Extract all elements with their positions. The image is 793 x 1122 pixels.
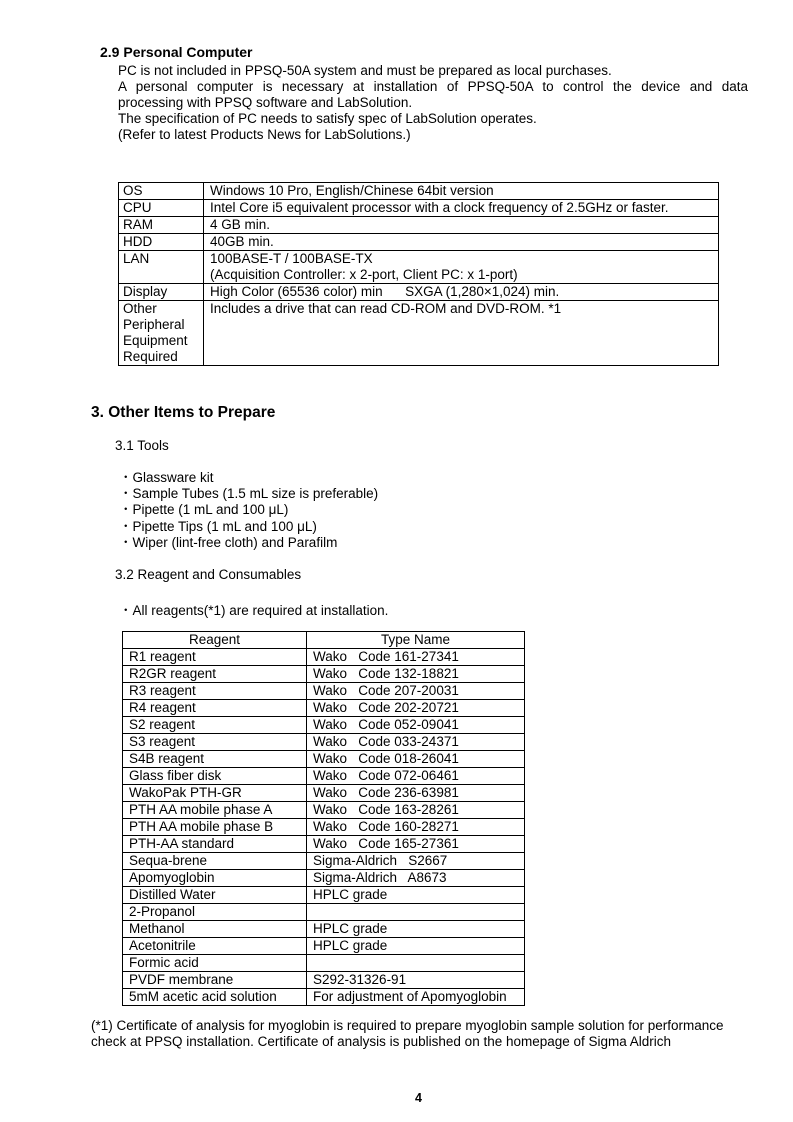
type-name-cell — [307, 904, 525, 921]
type-name-cell: Wako Code 165-27361 — [307, 836, 525, 853]
reagent-name-cell: 5mM acetic acid solution — [123, 989, 307, 1006]
list-item: ・Wiper (lint-free cloth) and Parafilm — [119, 534, 338, 550]
type-name-cell: Wako Code 207-20031 — [307, 683, 525, 700]
reagent-name-cell: R1 reagent — [123, 649, 307, 666]
table-row — [123, 649, 525, 666]
spec-value-line: (Acquisition Controller: x 2-port, Client PC: x 1-port) — [210, 267, 518, 282]
paragraph-line: The specification of PC needs to satisfy spec of LabSolution operates. — [118, 111, 537, 126]
column-header-reagent: Reagent — [123, 632, 307, 649]
spec-label: RAM — [119, 217, 204, 234]
table-row — [123, 921, 525, 938]
type-name-cell: Wako Code 033-24371 — [307, 734, 525, 751]
spec-label: CPU — [119, 200, 204, 217]
reagent-name-cell: PTH-AA standard — [123, 836, 307, 853]
reagent-name-cell: Sequa-brene — [123, 853, 307, 870]
table-row — [119, 217, 719, 234]
type-name-cell: Wako Code 132-18821 — [307, 666, 525, 683]
subsection-heading-reagents: 3.2 Reagent and Consumables — [115, 567, 302, 582]
reagent-note: ・All reagents(*1) are required at installation. — [119, 603, 389, 618]
table-row — [123, 989, 525, 1006]
tools-list — [119, 470, 378, 551]
spec-value — [204, 251, 719, 284]
table-row — [119, 200, 719, 217]
table-row — [123, 870, 525, 887]
paragraph-line: processing with PPSQ software and LabSolution. — [118, 95, 413, 110]
type-name-cell: Sigma-Aldrich A8673 — [307, 870, 525, 887]
table-row — [123, 666, 525, 683]
table-row — [123, 887, 525, 904]
type-name-cell: S292-31326-91 — [307, 972, 525, 989]
section-heading-3: 3. Other Items to Prepare — [91, 404, 276, 421]
table-row — [123, 938, 525, 955]
subsection-heading-tools: 3.1 Tools — [115, 438, 169, 453]
table-row — [123, 802, 525, 819]
table-row — [123, 683, 525, 700]
reagent-name-cell: 2-Propanol — [123, 904, 307, 921]
spec-value: Includes a drive that can read CD-ROM and DVD-ROM. *1 — [204, 301, 719, 366]
table-row — [123, 768, 525, 785]
reagent-name-cell: Apomyoglobin — [123, 870, 307, 887]
section-heading-2-9: 2.9 Personal Computer — [100, 44, 253, 60]
type-name-cell: Wako Code 072-06461 — [307, 768, 525, 785]
spec-value: 40GB min. — [204, 234, 719, 251]
pc-spec-table — [118, 182, 719, 366]
table-row — [123, 734, 525, 751]
reagent-name-cell: Acetonitrile — [123, 938, 307, 955]
reagent-name-cell: R3 reagent — [123, 683, 307, 700]
reagent-name-cell: PTH AA mobile phase B — [123, 819, 307, 836]
footnote — [91, 1018, 724, 1050]
spec-label: LAN — [119, 251, 204, 284]
paragraph-line: PC is not included in PPSQ-50A system and must be prepared as local purchases. — [118, 63, 612, 78]
table-row — [123, 955, 525, 972]
footnote-line: (*1) Certificate of analysis for myoglobin is required to prepare myoglobin sample solution for performance — [91, 1018, 724, 1033]
reagent-name-cell: S3 reagent — [123, 734, 307, 751]
spec-value-line: 100BASE-T / 100BASE-TX — [210, 251, 373, 266]
reagent-name-cell: PTH AA mobile phase A — [123, 802, 307, 819]
table-row — [123, 700, 525, 717]
type-name-cell: For adjustment of Apomyoglobin — [307, 989, 525, 1006]
reagent-name-cell: S4B reagent — [123, 751, 307, 768]
type-name-cell: Sigma-Aldrich S2667 — [307, 853, 525, 870]
type-name-cell: Wako Code 160-28271 — [307, 819, 525, 836]
table-row — [119, 284, 719, 301]
spec-label: Display — [119, 284, 204, 301]
spec-label: HDD — [119, 234, 204, 251]
section-2-9-body — [118, 63, 748, 143]
table-row — [119, 183, 719, 200]
type-name-cell: HPLC grade — [307, 938, 525, 955]
table-header-row — [123, 632, 525, 649]
reagent-name-cell: Glass fiber disk — [123, 768, 307, 785]
table-row — [123, 717, 525, 734]
list-item: ・Pipette (1 mL and 100 μL) — [119, 502, 289, 518]
list-item: ・Sample Tubes (1.5 mL size is preferable) — [119, 486, 379, 502]
table-row — [123, 853, 525, 870]
reagent-name-cell: R2GR reagent — [123, 666, 307, 683]
reagent-name-cell: S2 reagent — [123, 717, 307, 734]
type-name-cell — [307, 955, 525, 972]
spec-label: OS — [119, 183, 204, 200]
table-row — [119, 301, 719, 366]
table-row — [123, 751, 525, 768]
table-row — [123, 904, 525, 921]
list-item: ・Glassware kit — [119, 470, 214, 485]
footnote-line: check at PPSQ installation. Certificate of analysis is published on the homepage of Sigma Aldrich — [91, 1034, 672, 1049]
list-item: ・Pipette Tips (1 mL and 100 μL) — [119, 518, 317, 534]
table-row — [123, 836, 525, 853]
table-row — [123, 972, 525, 989]
spec-value: High Color (65536 color) min SXGA (1,280×1,024) min. — [204, 284, 719, 301]
reagent-name-cell: PVDF membrane — [123, 972, 307, 989]
type-name-cell: Wako Code 163-28261 — [307, 802, 525, 819]
column-header-type-name: Type Name — [307, 632, 525, 649]
table-row — [123, 819, 525, 836]
reagent-name-cell: WakoPak PTH-GR — [123, 785, 307, 802]
spec-value: Windows 10 Pro, English/Chinese 64bit version — [204, 183, 719, 200]
spec-value: 4 GB min. — [204, 217, 719, 234]
spec-label: Other Peripheral Equipment Required — [119, 301, 204, 366]
type-name-cell: Wako Code 018-26041 — [307, 751, 525, 768]
type-name-cell: Wako Code 161-27341 — [307, 649, 525, 666]
type-name-cell: Wako Code 236-63981 — [307, 785, 525, 802]
type-name-cell: Wako Code 052-09041 — [307, 717, 525, 734]
reagent-name-cell: Methanol — [123, 921, 307, 938]
paragraph-line: (Refer to latest Products News for LabSolutions.) — [118, 127, 411, 142]
paragraph-line: A personal computer is necessary at installation of PPSQ-50A to control the device and data — [118, 79, 748, 94]
page-number: 4 — [415, 1091, 422, 1105]
table-row — [119, 251, 719, 284]
table-row — [119, 234, 719, 251]
reagent-name-cell: Formic acid — [123, 955, 307, 972]
table-row — [123, 785, 525, 802]
type-name-cell: HPLC grade — [307, 887, 525, 904]
spec-value: Intel Core i5 equivalent processor with a clock frequency of 2.5GHz or faster. — [204, 200, 719, 217]
type-name-cell: HPLC grade — [307, 921, 525, 938]
reagent-name-cell: R4 reagent — [123, 700, 307, 717]
reagent-name-cell: Distilled Water — [123, 887, 307, 904]
type-name-cell: Wako Code 202-20721 — [307, 700, 525, 717]
reagent-table — [122, 631, 525, 1006]
